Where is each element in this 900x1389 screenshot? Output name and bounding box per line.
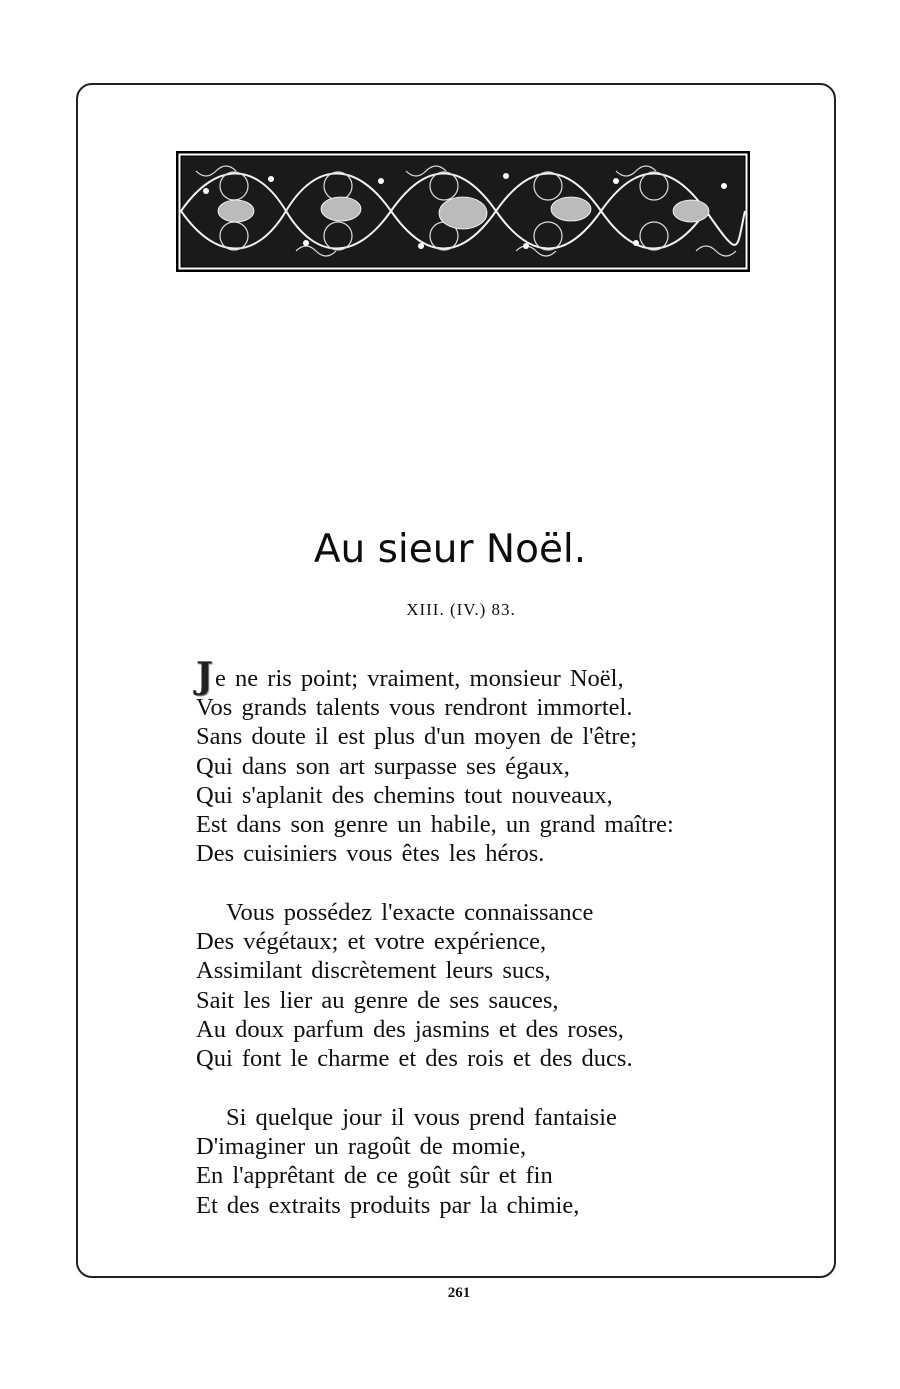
verse-line: Qui font le charme et des rois et des ducs. — [196, 1045, 633, 1073]
page-number: 261 — [447, 1285, 471, 1301]
verse-line: Sait les lier au genre de ses sauces, — [196, 986, 559, 1014]
verse-line: Assimilant discrètement leurs sucs, — [196, 957, 551, 985]
verse-line: Au doux parfum des jasmins et des roses, — [196, 1015, 624, 1043]
poem-title: Au sieur Noël. — [313, 527, 587, 572]
verse-line: Et des extraits produits par la chimie, — [196, 1191, 580, 1219]
drop-cap: J — [196, 655, 214, 697]
verse-line: Sans doute il est plus d'un moyen de l'être; — [196, 723, 638, 751]
verse-line: Qui dans son art surpasse ses égaux, — [196, 752, 570, 780]
verse-line: Est dans son genre un habile, un grand maître: — [196, 811, 674, 839]
verse-line: Vous possédez l'exacte connaissance — [226, 899, 594, 926]
verse-line: D'imaginer un ragoût de momie, — [196, 1133, 527, 1161]
poem-reference: XIII. (IV.) 83. — [406, 600, 516, 619]
verse-line: Si quelque jour il vous prend fantaisie — [226, 1104, 617, 1131]
floral-griffin-band-icon — [176, 151, 750, 272]
stanza-3 — [196, 1103, 796, 1220]
verse-line: En l'apprêtant de ce goût sûr et fin — [196, 1162, 553, 1190]
stanza-2 — [196, 898, 796, 1073]
verse-line: Des végétaux; et votre expérience, — [196, 928, 547, 956]
verse-line: Je ne ris point; vraiment, monsieur Noël, — [196, 655, 624, 697]
stanza-1 — [196, 655, 796, 868]
verse-line: Qui s'aplanit des chemins tout nouveaux, — [196, 781, 613, 809]
verse-line: Des cuisiniers vous êtes les héros. — [196, 840, 545, 868]
verse-line: Vos grands talents vous rendront immortel. — [196, 694, 633, 722]
